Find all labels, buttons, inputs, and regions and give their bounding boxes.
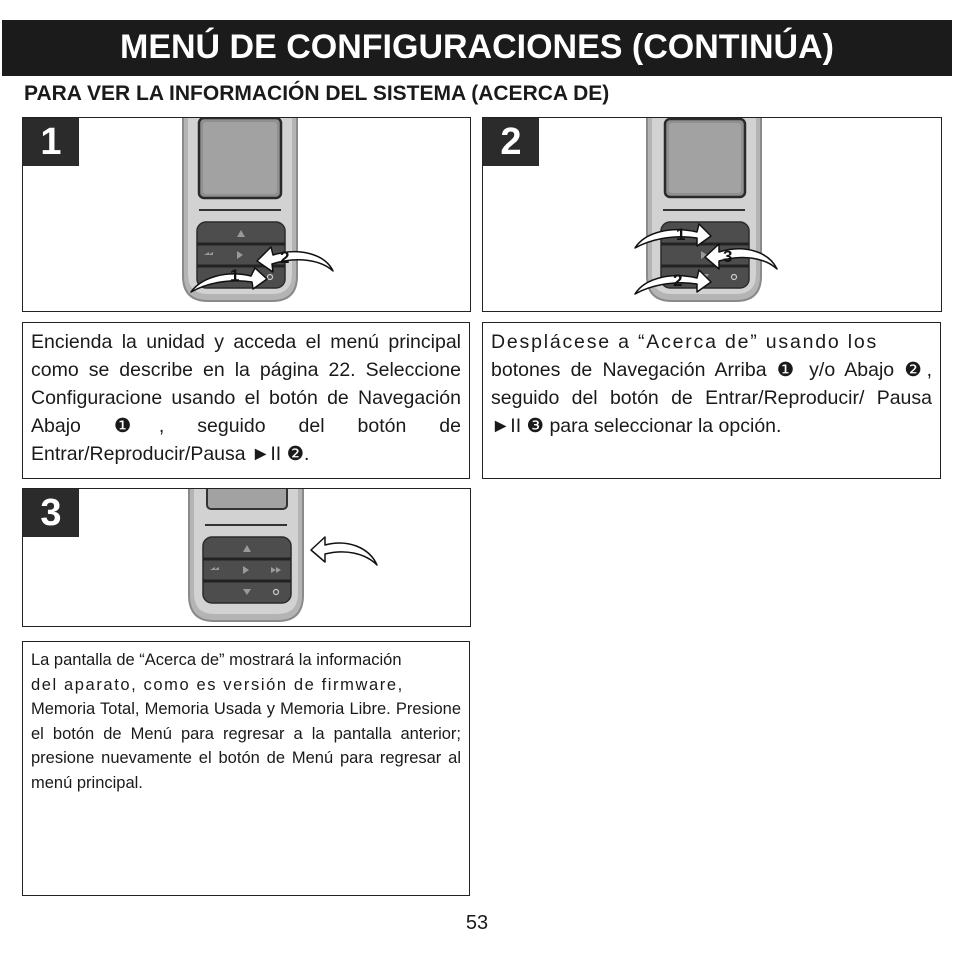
page-title: MENÚ DE CONFIGURACIONES (CONTINÚA) bbox=[2, 20, 952, 76]
step-3-description-line2: del aparato, como es versión de firmware, bbox=[31, 675, 404, 694]
step-3-text bbox=[22, 641, 470, 896]
section-subheading: PARA VER LA INFORMACIÓN DEL SISTEMA (ACERCA DE) bbox=[24, 82, 610, 105]
step-3-description-line1: La pantalla de “Acerca de” mostrará la información bbox=[31, 651, 402, 669]
callout-3-label: 3 bbox=[723, 247, 733, 266]
step-1-text bbox=[22, 322, 470, 479]
callout-arrow bbox=[311, 537, 377, 565]
step-3-number: 3 bbox=[23, 489, 79, 537]
step-3-description: Memoria Total, Memoria Usada y Memoria Libre. Presione el botón de Menú para regresar a la pantalla anterior; presione nuevamente el botón de Menú para regresar al menú principal. bbox=[31, 700, 461, 792]
callout-2-label: 2 bbox=[673, 271, 683, 290]
player-screen bbox=[207, 488, 287, 509]
callout-2-label: 2 bbox=[280, 248, 290, 267]
step-2-device bbox=[627, 117, 867, 306]
callout-1-label: 1 bbox=[230, 266, 240, 285]
step-1-number: 1 bbox=[23, 118, 79, 166]
page-number: 53 bbox=[465, 912, 489, 934]
step-2-description: botones de Navegación Arriba ❶ y/o Abajo ❷, seguido del botón de Entrar/Reproducir/ Pausa ►II ❸ para seleccionar la opción. bbox=[491, 359, 932, 437]
step-3-illustration bbox=[22, 488, 471, 627]
step-1-illustration bbox=[22, 117, 471, 312]
step-2-text bbox=[482, 322, 941, 479]
step-2-illustration bbox=[482, 117, 942, 312]
step-3-device bbox=[179, 488, 379, 623]
callout-1-label: 1 bbox=[676, 225, 686, 244]
step-2-description-line1: Desplácese a “Acerca de” usando los bbox=[491, 331, 879, 353]
step-1-description: Encienda la unidad y acceda el menú principal como se describe en la página 22. Seleccione Configuracione usando el botón de Navegación Abajo ❶, seguido del botón de Entrar/Reproducir/Pausa ►II ❷. bbox=[31, 331, 461, 465]
step-1-device bbox=[173, 117, 403, 306]
step-2-number: 2 bbox=[483, 118, 539, 166]
